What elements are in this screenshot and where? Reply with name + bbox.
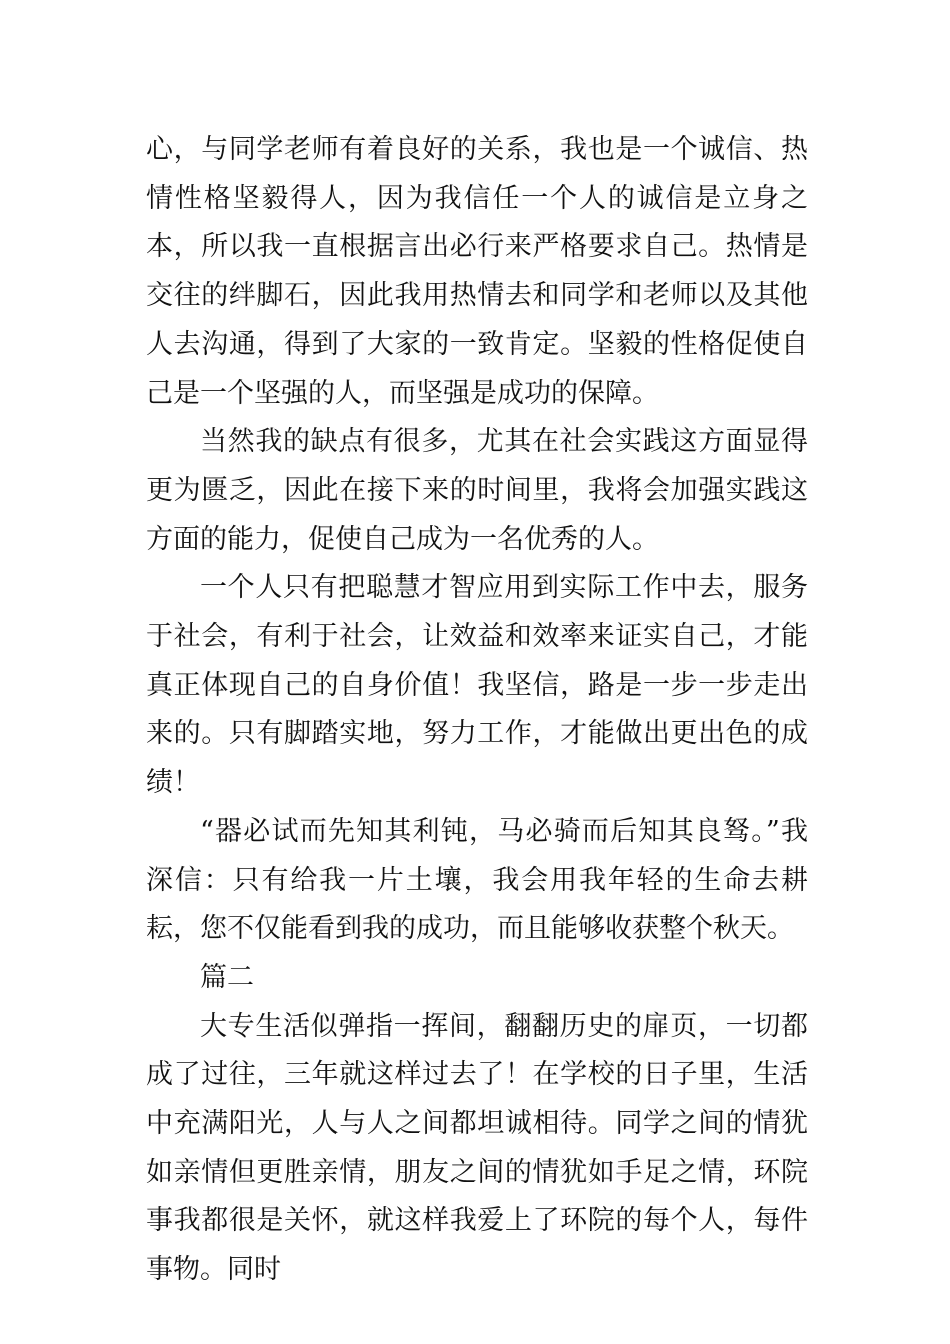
paragraph-1: 心，与同学老师有着良好的关系，我也是一个诚信、热情性格坚毅得人，因为我信任一个人的诚信是立身之本，所以我一直根据言出必行来严格要求自己。热情是交往的绊脚石，因此我用热情去和同学和老师以及其他人去沟通，得到了大家的一致肯定。坚毅的性格促使自己是一个坚强的人，而坚强是成功的保障。 [146, 134, 808, 409]
paragraph-5: 大专生活似弹指一挥间，翻翻历史的扉页，一切都成了过往，三年就这样过去了！在学校的日子里，生活中充满阳光，人与人之间都坦诚相待。同学之间的情犹如亲情但更胜亲情，朋友之间的情犹如手足之情，环院事我都很是关怀，就这样我爱上了环院的每个人，每件事物。同时 [146, 1010, 808, 1286]
document-body [146, 126, 808, 1295]
paragraph-2: 当然我的缺点有很多，尤其在社会实践这方面显得更为匮乏，因此在接下来的时间里，我将会加强实践这方面的能力，促使自己成为一名优秀的人。 [146, 426, 808, 555]
section-heading: 篇二 [200, 961, 254, 993]
paragraph-3: 一个人只有把聪慧才智应用到实际工作中去，服务于社会，有利于社会，让效益和效率来证实自己，才能真正体现自己的自身价值！我坚信，路是一步一步走出来的。只有脚踏实地，努力工作，才能做出更出色的成绩！ [146, 572, 808, 799]
paragraph-4: “器必试而先知其利钝，马必骑而后知其良驽。”我深信：只有给我一片土壤，我会用我年轻的生命去耕耘，您不仅能看到我的成功，而且能够收获整个秋天。 [146, 815, 808, 945]
